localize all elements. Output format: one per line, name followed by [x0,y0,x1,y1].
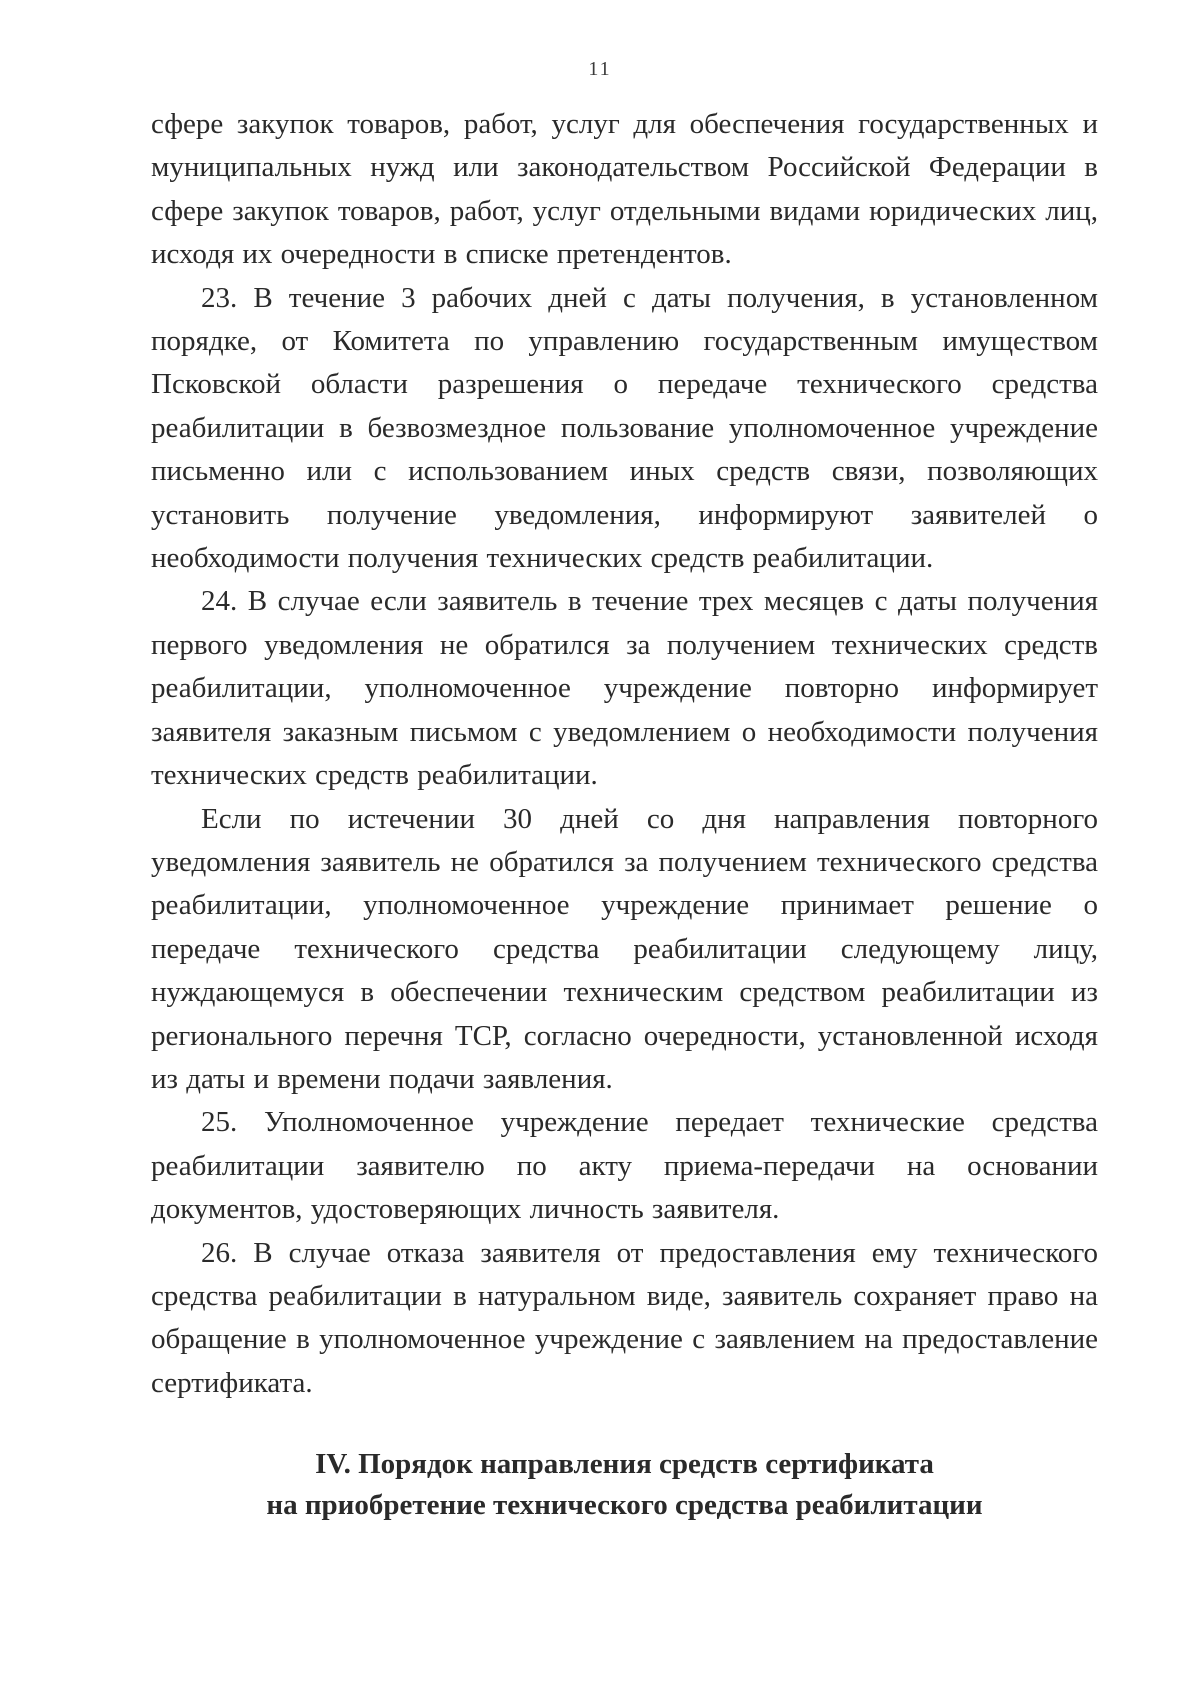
paragraph-25: 25. Уполномоченное учреждение передает технические средства реабилитации заявителю по акту приема-передачи на основании документов, удостоверяющих личность заявителя. [151,1106,1098,1226]
paragraph-24: 24. В случае если заявитель в течение трех месяцев с даты получения первого уведомления не обратился за получением технических средств реабилитации, уполномоченное учреждение повторно информирует заявителя заказным письмом с уведомлением о необходимости получения технических средств реабилитации. [151,585,1098,792]
paragraph-24-continued: Если по истечении 30 дней со дня направления повторного уведомления заявитель не обратился за получением технического средства реабилитации, уполномоченное учреждение принимает решение о передаче технического средства реабилитации следующему лицу, нуждающемуся в обеспечении техническим средством реабилитации из регионального перечня ТСР, согласно очередности, установленной исходя из даты и времени подачи заявления. [151,802,1098,1095]
section-heading-line-2: на приобретение технического средства реабилитации [266,1489,983,1521]
paragraph-26: 26. В случае отказа заявителя от предоставления ему технического средства реабилитации в натуральном виде, заявитель сохраняет право на обращение в уполномоченное учреждение с заявлением на предоставление сертификата. [151,1236,1098,1399]
section-heading [151,1444,1098,1526]
paragraph-23: 23. В течение 3 рабочих дней с даты получения, в установленном порядке, от Комитета по управлению государственным имуществом Псковской области разрешения о передаче технического средства реабилитации в безвозмездное пользование уполномоченное учреждение письменно или с использованием иных средств связи, позволяющих установить получение уведомления, информируют заявителей о необходимости получения технических средств реабилитации. [151,281,1098,575]
page-number: 11 [588,58,612,80]
section-heading-line-1: IV. Порядок направления средств сертификата [315,1448,934,1480]
document-body [151,103,1098,1405]
paragraph-continuation: сфере закупок товаров, работ, услуг для обеспечения государственных и муниципальных нужд или законодательством Российской Федерации в сфере закупок товаров, работ, услуг отдельными видами юридических лиц, исходя их очередности в списке претендентов. [151,108,1098,271]
